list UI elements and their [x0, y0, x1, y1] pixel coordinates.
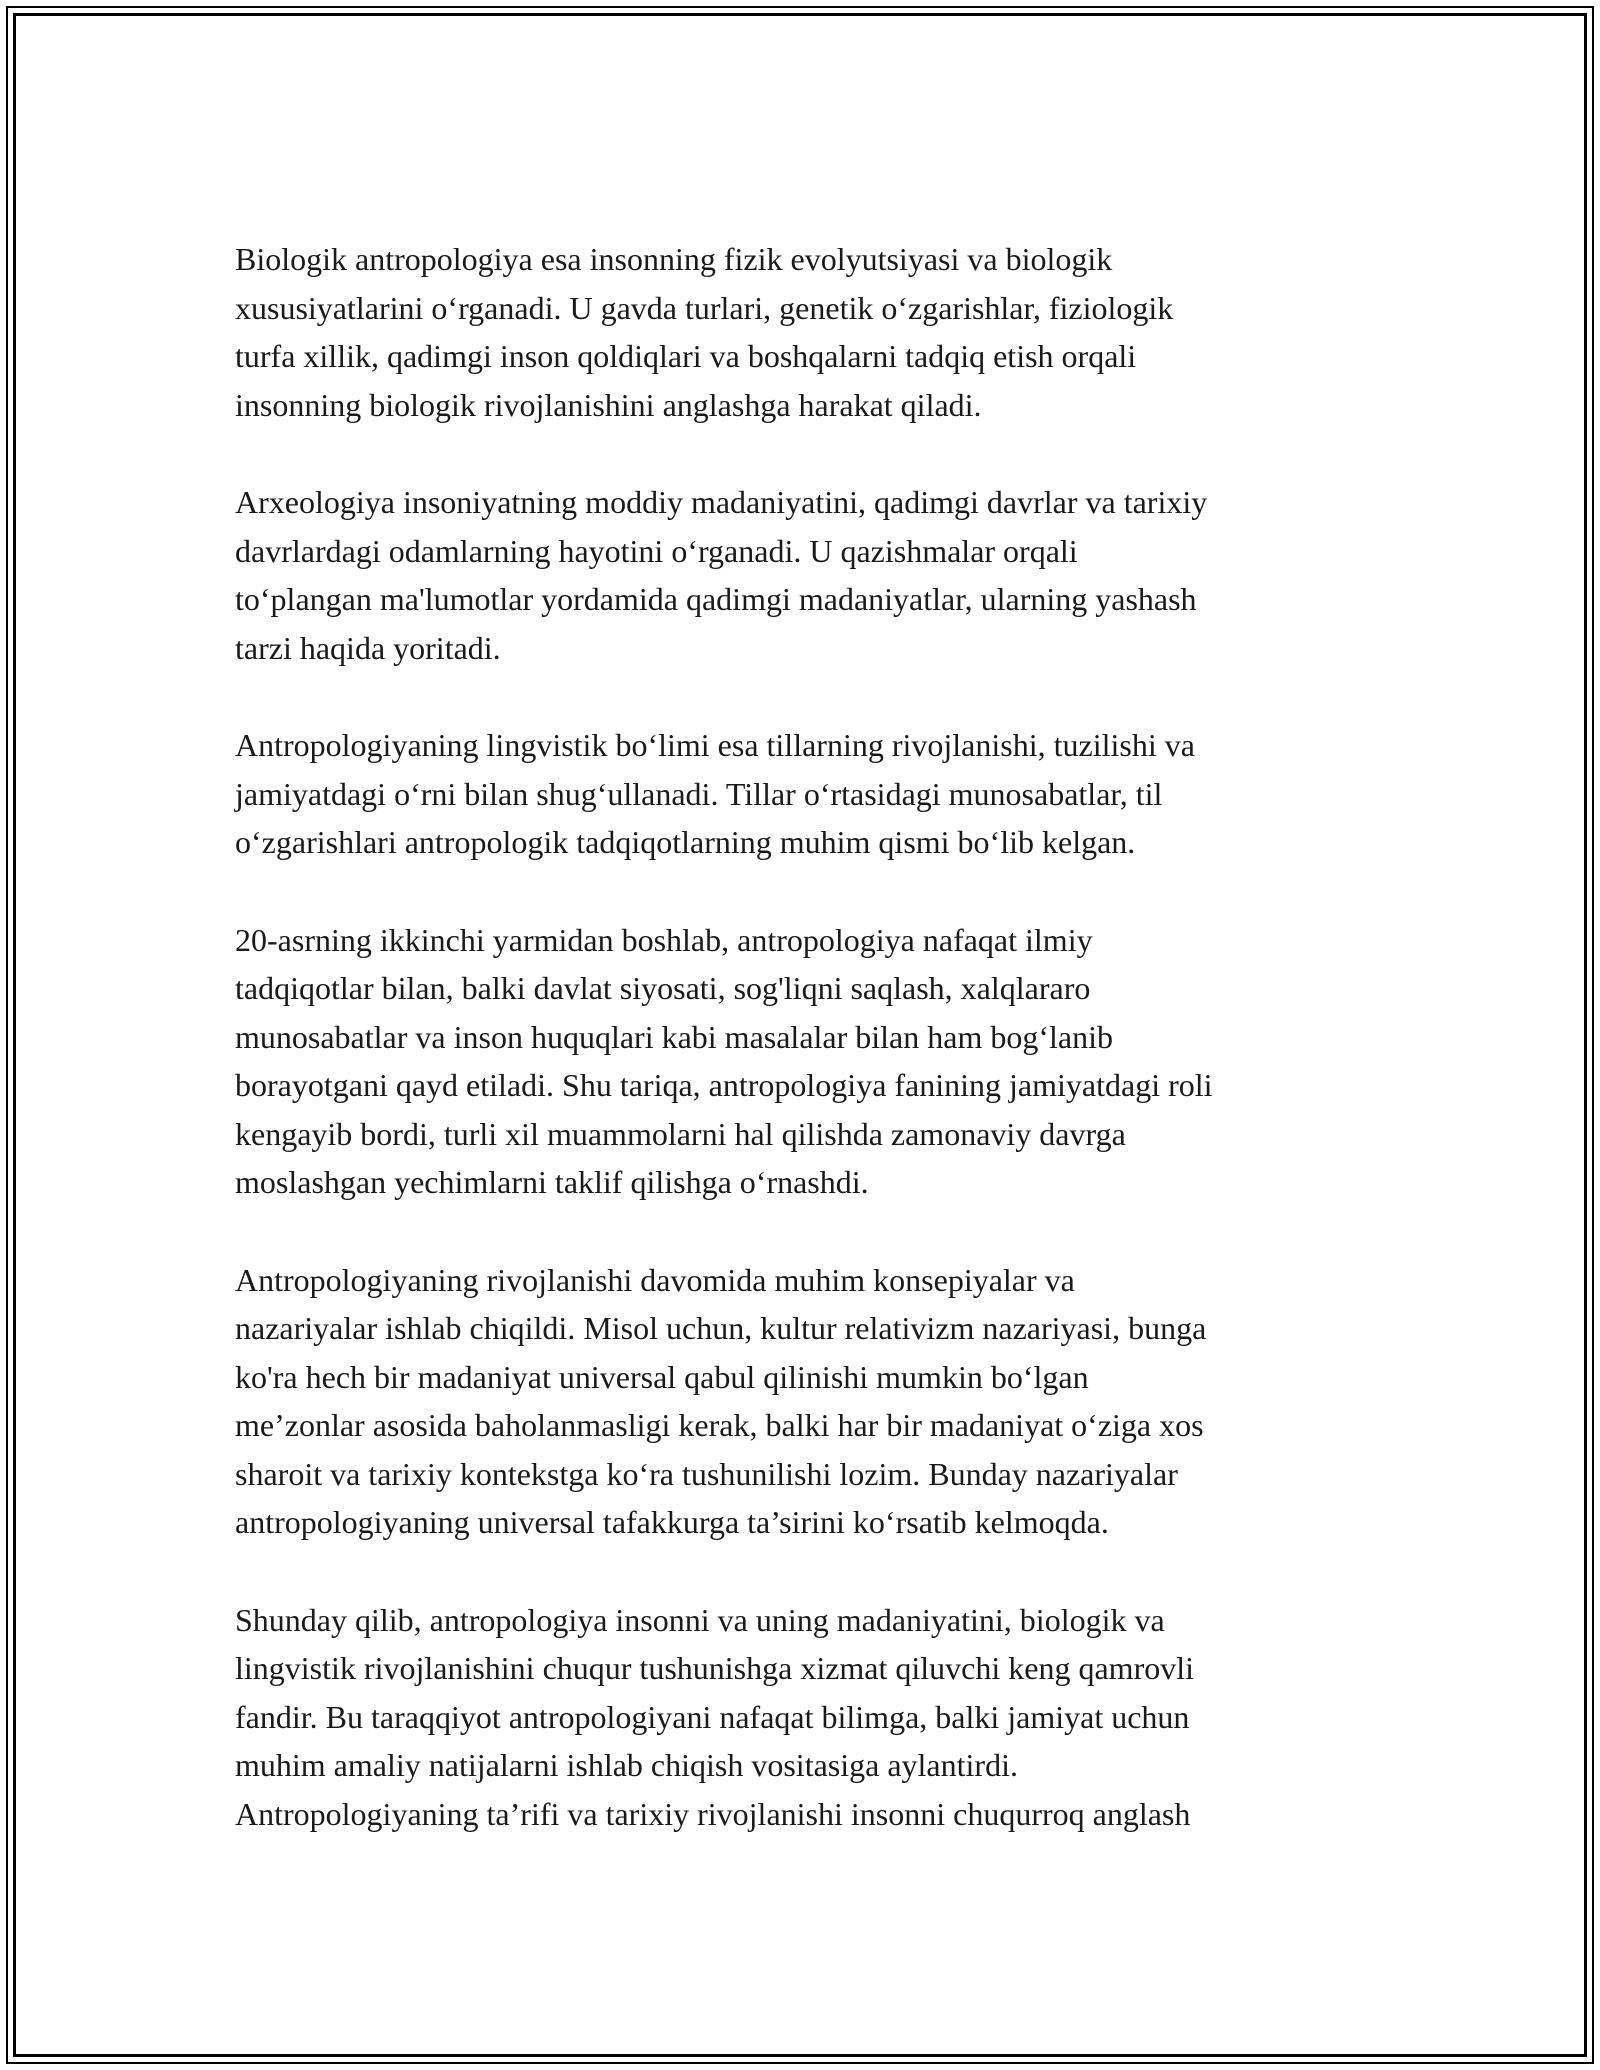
text-line: insonning biologik rivojlanishini anglashga harakat qiladi.: [235, 386, 982, 423]
text-line: lingvistik rivojlanishini chuqur tushunishga xizmat qiluvchi keng qamrovli: [235, 1650, 1194, 1686]
text-line: tarzi haqida yoritadi.: [235, 629, 501, 666]
text-line: munosabatlar va inson huquqlari kabi masalalar bilan ham bog‘lanib: [235, 1018, 1113, 1055]
text-line: muhim amaliy natijalarni ishlab chiqish vositasiga aylantirdi.: [235, 1747, 1018, 1783]
text-line: davrlardagi odamlarning hayotini o‘rganadi. U qazishmalar orqali: [235, 532, 1078, 569]
paragraph-archaeology: [235, 478, 1365, 672]
text-line: me’zonlar asosida baholanmasligi kerak, balki har bir madaniyat o‘ziga xos: [235, 1407, 1204, 1443]
text-line: sharoit va tarixiy kontekstga ko‘ra tushunilishi lozim. Bunday nazariyalar: [235, 1455, 1178, 1492]
text-line: to‘plangan ma'lumotlar yordamida qadimgi madaniyatlar, ularning yashash: [235, 581, 1197, 617]
text-line: Arxeologiya insoniyatning moddiy madaniyatini, qadimgi davrlar va tarixiy: [235, 484, 1208, 520]
paragraph-conclusion: [235, 1596, 1365, 1839]
paragraph-linguistics: [235, 721, 1365, 867]
text-line: Antropologiyaning rivojlanishi davomida muhim konsepiyalar va: [235, 1261, 1075, 1298]
text-line: Antropologiyaning ta’rifi va tarixiy rivojlanishi insonni chuqurroq anglash: [235, 1795, 1191, 1832]
text-line: turfa xillik, qadimgi inson qoldiqlari va boshqalarni tadqiq etish orqali: [235, 338, 1137, 374]
text-line: moslashgan yechimlarni taklif qilishga o‘rnashdi.: [235, 1164, 869, 1200]
text-line: ko'ra hech bir madaniyat universal qabul qilinishi mumkin bo‘lgan: [235, 1358, 1089, 1395]
text-line: kengayib bordi, turli xil muammolarni hal qilishda zamonaviy davrga: [235, 1115, 1126, 1152]
text-line: jamiyatdagi o‘rni bilan shug‘ullanadi. Tillar o‘rtasidagi munosabatlar, til: [235, 775, 1163, 812]
document-body: [235, 235, 1365, 1838]
text-line: o‘zgarishlari antropologik tadqiqotlarning muhim qismi bo‘lib kelgan.: [235, 824, 1136, 860]
text-line: 20-asrning ikkinchi yarmidan boshlab, antropologiya nafaqat ilmiy: [235, 921, 1093, 958]
text-line: borayotgani qayd etiladi. Shu tariqa, antropologiya fanining jamiyatdagi roli: [235, 1067, 1213, 1103]
paragraph-20th-century: [235, 916, 1365, 1207]
text-line: tadqiqotlar bilan, balki davlat siyosati, sog'liqni saqlash, xalqlararo: [235, 970, 1091, 1006]
paragraph-biological-anthropology: [235, 235, 1365, 429]
text-line: Antropologiyaning lingvistik bo‘limi esa tillarning rivojlanishi, tuzilishi va: [235, 727, 1195, 763]
text-line: antropologiyaning universal tafakkurga ta’sirini ko‘rsatib kelmoqda.: [235, 1504, 1109, 1540]
paragraph-concepts-theories: [235, 1256, 1365, 1547]
text-line: Biologik antropologiya esa insonning fizik evolyutsiyasi va biologik: [235, 241, 1113, 277]
text-line: nazariyalar ishlab chiqildi. Misol uchun, kultur relativizm nazariyasi, bunga: [235, 1310, 1207, 1346]
text-line: xususiyatlarini o‘rganadi. U gavda turlari, genetik o‘zgarishlar, fiziologik: [235, 289, 1174, 326]
text-line: Shunday qilib, antropologiya insonni va uning madaniyatini, biologik va: [235, 1601, 1165, 1638]
text-line: fandir. Bu taraqqiyot antropologiyani nafaqat bilimga, balki jamiyat uchun: [235, 1698, 1190, 1735]
